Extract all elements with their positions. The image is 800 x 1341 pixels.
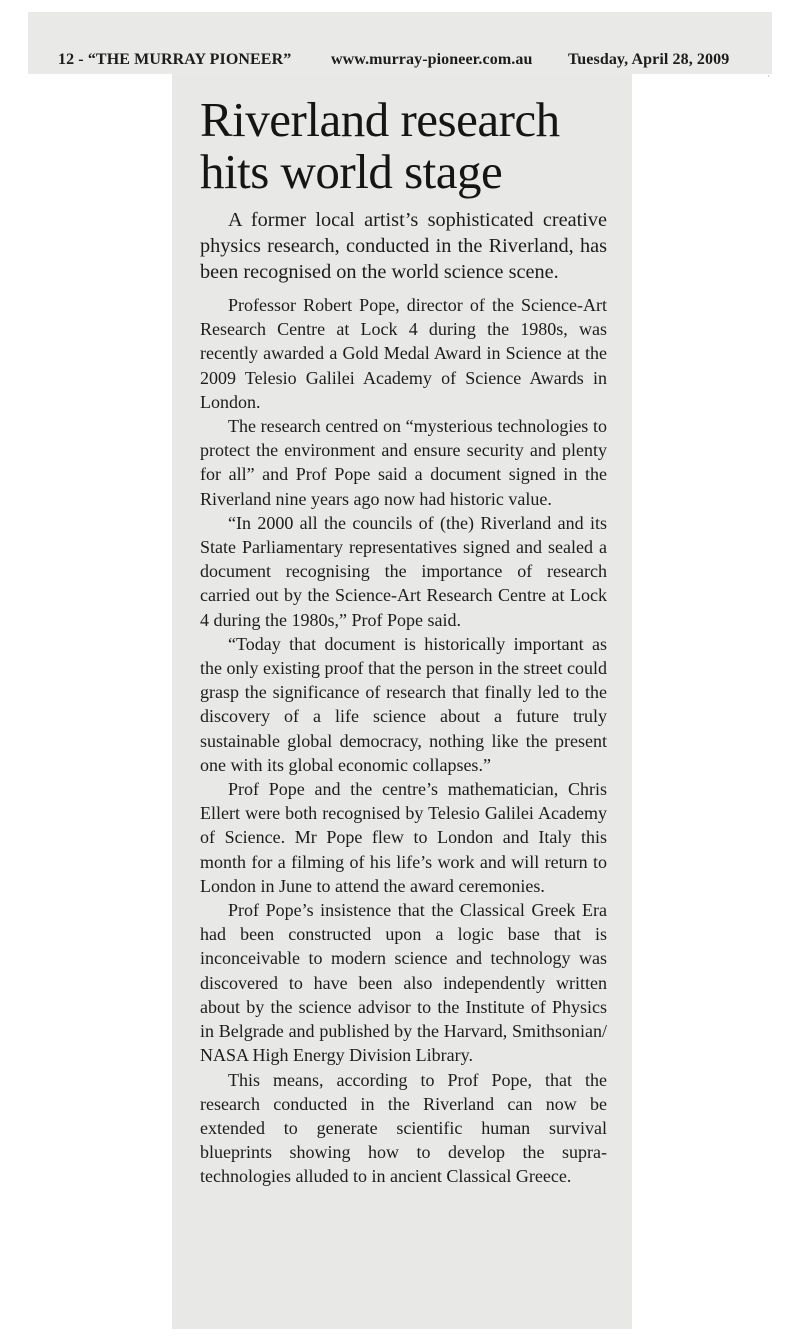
header-date: Tuesday, April 28, 2009 <box>568 51 730 68</box>
article-body <box>200 207 607 1189</box>
header-paper-name: 12 - “THE MURRAY PIONEER” <box>58 51 292 68</box>
article-headline: Riverland research hits world stage <box>200 92 560 199</box>
scan-speck: · <box>767 72 770 81</box>
page-header <box>58 51 758 73</box>
article-paragraph: “In 2000 all the councils of (the) Riverland and its State Parliamentary representatives signed and sealed a document recognising the importance of research carried out by the Science-Art Research Centre at Lock 4 during the 1980s,” Prof Pope said. <box>200 512 607 630</box>
article-lede: A former local artist’s sophisticated creative physics research, conducted in the Riverland, has been recognised on the world science scene. <box>200 209 607 283</box>
article-paragraph: “Today that document is historically important as the only existing proof that the person in the street could grasp the significance of research that finally led to the discovery of a life science about a future truly sustainable global democracy, nothing like the present one with its global economic collapses.” <box>200 633 607 775</box>
article-paragraph: Professor Robert Pope, director of the Science-Art Research Centre at Lock 4 during the 1980s, was recently awarded a Gold Medal Award in Science at the 2009 Telesio Galilei Academy of Science Awards in London. <box>200 295 607 412</box>
article-paragraph: The research centred on “mysterious technologies to protect the environment and ensure security and plenty for all” and Prof Pope said a document signed in the Riverland nine years ago now had historic value. <box>200 416 607 509</box>
article-paragraph: This means, according to Prof Pope, that the research conducted in the Riverland can now be extended to generate scientific human survival blueprints showing how to develop the supra-technologies alluded to in ancient Classical Greece. <box>200 1069 607 1187</box>
article-paragraph: Prof Pope’s insistence that the Classical Greek Era had been constructed upon a logic base that is inconceivable to modern science and technology was discovered to have been also independently written about by the science advisor to the Institute of Physics in Belgrade and published by the Harvard, Smithsonian/ NASA High Energy Division Library. <box>200 900 607 1066</box>
header-url: www.murray-pioneer.com.au <box>331 51 533 68</box>
article-paragraph: Prof Pope and the centre’s mathematician, Chris Ellert were both recognised by Telesio Galilei Academy of Science. Mr Pope flew to London and Italy this month for a filming of his life’s work and will return to London in June to attend the award ceremonies. <box>200 779 607 896</box>
